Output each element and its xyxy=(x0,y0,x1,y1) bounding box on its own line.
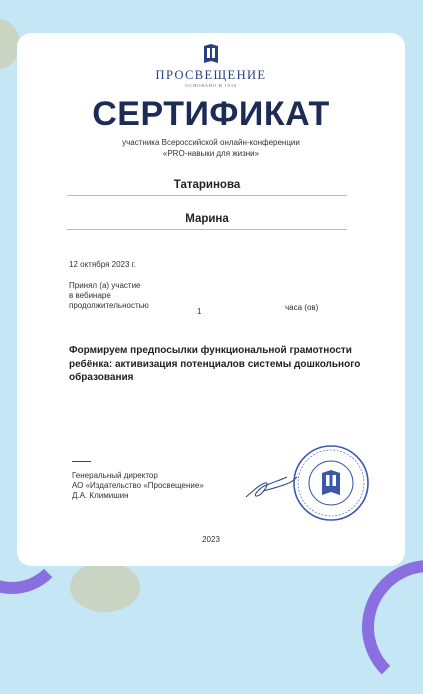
participant-surname: Татаринова xyxy=(173,179,241,191)
subtitle-line-1: участника Всероссийской онлайн-конференции xyxy=(122,138,300,147)
signature-dash xyxy=(72,461,91,462)
subtitle-line-2: «PRO-навыки для жизни» xyxy=(162,149,260,158)
participation-line-3: продолжительностью xyxy=(69,301,149,310)
certificate-card xyxy=(17,33,405,566)
first-name-rule xyxy=(67,229,347,230)
certificate-year: 2023 xyxy=(202,535,220,544)
participation-line-1: Принял (а) участие xyxy=(69,281,141,290)
prosveshchenie-logo-icon xyxy=(202,43,220,65)
company-seal-icon xyxy=(291,443,371,523)
webinar-topic: Формируем предпосылки функциональной грамотности ребёнка: активизация потенциалов системы дошкольного образования xyxy=(69,345,361,383)
participation-line-2: в вебинаре xyxy=(69,291,111,300)
certificate-title: СЕРТИФИКАТ xyxy=(92,95,330,133)
decor-purple-arc-bottom-right xyxy=(362,560,423,694)
signer-organization: АО «Издательство «Просвещение» xyxy=(72,481,204,490)
signer-title: Генеральный директор xyxy=(72,471,158,480)
duration-value: 1 xyxy=(197,307,202,316)
participation-text xyxy=(69,281,149,311)
decor-sage-blob-bottom xyxy=(70,562,140,612)
signer-name: Д.А. Климишин xyxy=(72,491,129,500)
signer-block xyxy=(72,471,204,501)
duration-unit: часа (ов) xyxy=(285,303,319,312)
certificate-subtitle xyxy=(17,137,405,159)
brand-name: ПРОСВЕЩЕНИЕ xyxy=(155,68,267,82)
certificate-date: 12 октября 2023 г. xyxy=(69,260,136,269)
surname-rule xyxy=(67,195,347,196)
brand-founded: ОСНОВАНО В 1930 xyxy=(185,83,237,88)
participant-first-name: Марина xyxy=(185,213,229,225)
